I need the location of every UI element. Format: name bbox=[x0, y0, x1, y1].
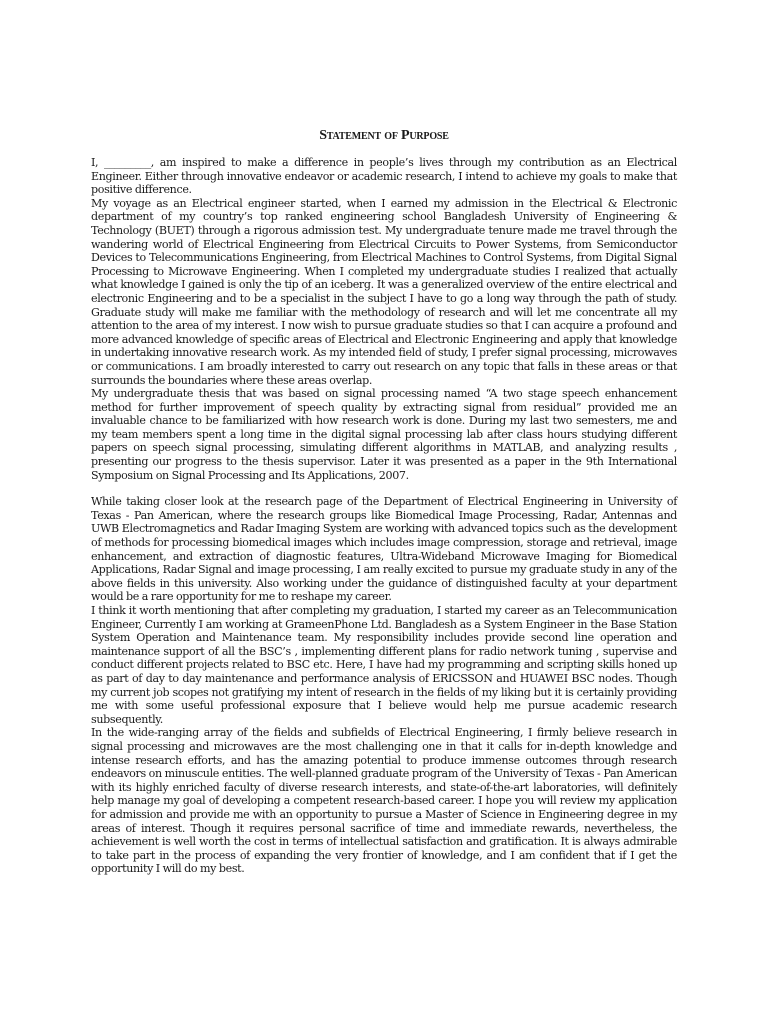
document-page bbox=[91, 128, 677, 876]
paragraph-spacer bbox=[91, 482, 677, 495]
paragraph-voyage: My voyage as an Electrical engineer started, when I earned my admission in the Electrical & Electronic department of my country’s top ranked engineering school Bangladesh University of Engineering & Technology (BUET) through a rigorous admission test. My undergraduate tenure made me travel through the wandering world of Electrical Engineering from Electrical Circuits to Power Systems, from Semiconductor Devices to Telecommunications Engineering, from Electrical Machines to Control Systems, from Digital Signal Processing to Microwave Engineering. When I completed my undergraduate studies I realized that actually what knowledge I gained is only the tip of an iceberg. It was a generalized overview of the entire electrical and electronic Engineering and to be a specialist in the subject I have to go a long way through the path of study. Graduate study will make me familiar with the methodology of research and will let me concentrate all my attention to the area of my interest. I now wish to pursue graduate studies so that I can acquire a profound and more advanced knowledge of specific areas of Electrical and Electronic Engineering and apply that knowledge in undertaking innovative research work. As my intended field of study, I prefer signal processing, microwaves or communications. I am broadly interested to carry out research on any topic that falls in these areas or that surrounds the boundaries where these areas overlap. bbox=[91, 196, 677, 387]
document-title: Statement of Purpose bbox=[319, 128, 449, 143]
paragraph-conclusion: In the wide-ranging array of the fields and subfields of Electrical Engineering, I firmly believe research in signal processing and microwaves are the most challenging one in that it calls for in-depth knowledge and intense research efforts, and has the amazing potential to produce immense outcomes through research endeavors on minuscule entities. The well-planned graduate program of the University of Texas - Pan American with its highly enriched faculty of diverse research interests, and state-of-the-art laboratories, will definitely help manage my goal of developing a competent research-based career. I hope you will review my application for admission and provide me with an opportunity to pursue a Master of Science in Engineering degree in my areas of interest. Though it requires personal sacrifice of time and immediate rewards, nevertheless, the achievement is well worth the cost in terms of intellectual satisfaction and gratification. It is always admirable to take part in the process of expanding the very frontier of knowledge, and I am confident that if I get the opportunity I will do my best. bbox=[91, 726, 677, 876]
paragraph-research-page: While taking closer look at the research page of the Department of Electrical Engineering in University of Texas - Pan American, where the research groups like Biomedical Image Processing, Radar, Antennas and UWB Electromagnetics and Radar Imaging System are working with advanced topics such as the development of methods for processing biomedical images which includes image compression, storage and retrieval, image enhancement, and extraction of diagnostic features, Ultra-Wideband Microwave Imaging for Biomedical Applications, Radar Signal and image processing, I am really excited to pursue my graduate study in any of the above fields in this university. Also working under the guidance of distinguished faculty at your department would be a rare opportunity for me to reshape my career. bbox=[91, 495, 677, 604]
paragraph-thesis: My undergraduate thesis that was based on signal processing named “A two stage speech enhancement method for further improvement of speech quality by extracting signal from residual” provided me an invaluable chance to be familiarized with how research work is done. During my last two semesters, me and my team members spent a long time in the digital signal processing lab after class hours studying different papers on speech signal processing, simulating different algorithms in MATLAB, and analyzing results , presenting our progress to the thesis supervisor. Later it was presented as a paper in the 9th International Symposium on Signal Processing and Its Applications, 2007. bbox=[91, 387, 677, 482]
paragraph-intro: I, _________, am inspired to make a difference in people’s lives through my contribution as an Electrical Engineer. Either through innovative endeavor or academic research, I intend to achieve my goals to make that positive difference. bbox=[91, 156, 677, 197]
paragraph-career: I think it worth mentioning that after completing my graduation, I started my career as an Telecommunication Engineer, Currently I am working at GrameenPhone Ltd. Bangladesh as a System Engineer in the Base Station System Operation and Maintenance team. My responsibility includes provide second line operation and maintenance support of all the BSC’s , implementing different plans for radio network tuning , supervise and conduct different projects related to BSC etc. Here, I have had my programming and scripting skills honed up as part of day to day maintenance and performance analysis of ERICSSON and HUAWEI BSC nodes. Though my current job scopes not gratifying my intent of research in the fields of my liking but it is certainly providing me with some useful professional exposure that I believe would help me pursue academic research subsequently. bbox=[91, 604, 677, 726]
